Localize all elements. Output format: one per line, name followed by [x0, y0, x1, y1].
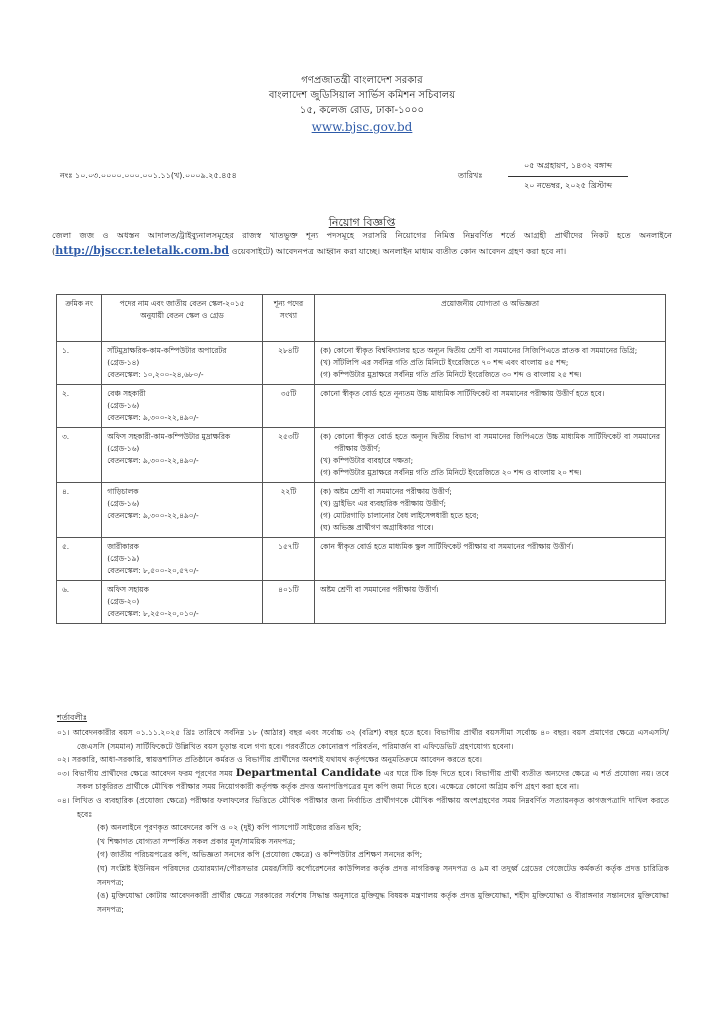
- row-vacancy: ১৫৭টি: [262, 538, 314, 581]
- table-row: [57, 385, 666, 428]
- pay-scale: বেতনস্কেল: ৯,৩০০-২২,৪৯০/-: [107, 413, 199, 422]
- pay-scale: বেতনস্কেল: ৯,৩০০-২২,৪৯০/-: [107, 456, 199, 465]
- date-english: ২০ নভেম্বর, ২০২৫ খ্রিস্টাব্দ: [524, 181, 612, 190]
- row-post: [102, 483, 262, 538]
- term-text: আবেদনকারীর বয়স ০১.১১.২০২৫ খ্রিঃ তারিখে সর্বনিম্ন ১৮ (আঠার) বছর এবং সর্বোচ্চ ৩২ (বত্রিশ) বছর হতে হবে। বিভাগীয় প্রার্থীর বয়সসীমা সর্বোচ্চ ৪০ বছর। বয়স প্রমাণের ক্ষেত্রে এসএসসি/জেএসসি (সমমান) সার্টিফিকেটে উল্লিখিত বয়স চূড়ান্ত বলে গণ্য হবে। পরবর্তীতে কোনোরূপ পরিবর্তন, পরিমার্জন বা এফিডেভিট গ্রহণযোগ্য হবেনা।: [72, 728, 669, 751]
- pay-scale: বেতনস্কেল: ১০,২০০-২৪,৬৮০/-: [107, 370, 204, 379]
- header-vacancy: শূন্য পদের সংখ্যা: [262, 295, 314, 342]
- term-text: সরকারি, আধা-সরকারি, স্বায়ত্তশাসিত প্রতিষ্ঠানে কর্মরত ও বিভাগীয় প্রার্থীদের অবশ্যই যথাযথ কর্তৃপক্ষের অনুমতিক্রমে আবেদন করতে হবে।: [72, 755, 482, 765]
- header-post: পদের নাম এবং জাতীয় বেতন স্কেল-২০১৫ অনুযায়ী বেতন স্কেল ও গ্রেড: [102, 295, 262, 342]
- document-item: (ঙ) মুক্তিযোদ্ধা কোটায় আবেদনকারী প্রার্থীর ক্ষেত্রে সরকারের সর্বশেষ সিদ্ধান্ত অনুসারে মুক্তিযুদ্ধ বিষয়ক মন্ত্রণালয় কর্তৃক প্রদত্ত মুক্তিযোদ্ধা, শহীদ মুক্তিযোদ্ধা ও বীরাঙ্গনার সন্তানদের মুক্তিযোদ্ধা সনদপত্র;: [97, 891, 669, 914]
- qualification-item: (ক) অষ্টম শ্রেণী বা সমমানের পরীক্ষায় উত্তীর্ণ;: [320, 487, 452, 496]
- pay-scale: বেতনস্কেল: ৮,২৫০-২০,০১০/-: [107, 609, 199, 618]
- terms-title: শর্তাবলীঃ: [57, 713, 88, 722]
- table-row: [57, 538, 666, 581]
- term-3: [57, 767, 669, 794]
- terms-list: [57, 726, 669, 916]
- row-post: [102, 428, 262, 483]
- qualification-item: (ক) কোনো স্বীকৃত বোর্ড হতে অন্যূন দ্বিতীয় বিভাগ বা সমমানের জিপিএতে উচ্চ মাধ্যমিক সার্টিফিকেট বা সমমানের পরীক্ষায় উত্তীর্ণ;: [320, 432, 660, 453]
- qualification-item: কোন স্বীকৃত বোর্ড হতে মাধ্যমিক স্কুল সার্টিফিকেট পরীক্ষায় বা সমমানের পরীক্ষায় উত্তীর্ণ।: [320, 542, 574, 551]
- qualification-item: কোনো স্বীকৃত বোর্ড হতে নূন্যতম উচ্চ মাধ্যমিক সার্টিফিকেট বা সমমানের পরীক্ষায় উত্তীর্ণ হতে হবে।: [320, 389, 605, 398]
- term-text-1: বিভাগীয় প্রার্থীদের ক্ষেত্রে আবেদন ফরম পূরণের সময়: [72, 768, 236, 778]
- memo-number: নংঃ ১০.০৩.০০০০.০০০.০০১.১১(খ).০০০৯.২৫.৪৫৪: [60, 171, 237, 180]
- govt-name: গণপ্রজাতন্ত্রী বাংলাদেশ সরকার: [301, 75, 423, 86]
- term-number: ০৩।: [57, 768, 70, 778]
- row-post: [102, 581, 262, 624]
- table-row: [57, 581, 666, 624]
- row-qualification: [315, 385, 666, 428]
- document-item: (ঘ) সংশ্লিষ্ট ইউনিয়ন পরিষদের চেয়ারম্যান/পৌরসভার মেয়র/সিটি কর্পোরেশনের কাউন্সিলর কর্তৃক প্রদত্ত নাগরিকত্ব সনদপত্র ও ৯ম বা তদুর্ধ্ব গ্রেডের গেজেটেড কর্মকর্তা কর্তৃক প্রদত্ত চারিত্রিক সনদপত্র;: [97, 863, 669, 887]
- qualification-item: (খ) কম্পিউটার ব্যবহারে দক্ষতা;: [320, 456, 414, 465]
- date-block: [508, 160, 628, 193]
- row-qualification: [315, 581, 666, 624]
- row-serial: ৬.: [57, 581, 102, 624]
- term-number: ০১।: [57, 728, 70, 737]
- header-serial: ক্রমিক নং: [57, 295, 102, 342]
- vacancy-table: [56, 294, 666, 624]
- post-name: সাঁটমুদ্রাক্ষরিক-কাম-কম্পিউটার অপারেটর: [107, 346, 227, 355]
- qualification-item: অষ্টম শ্রেণী বা সমমানের পরীক্ষায় উত্তীর্ণ।: [320, 585, 439, 594]
- qualification-item: (গ) মোটরগাড়ি চালানোর বৈধ লাইসেন্সধারী হতে হবে;: [320, 511, 479, 520]
- qualification-item: (খ) ড্রাইভিং এর ব্যবহারিক পরীক্ষায় উত্তীর্ণ;: [320, 499, 446, 508]
- row-post: [102, 538, 262, 581]
- required-documents: [57, 821, 669, 916]
- term-number: ০২।: [57, 755, 70, 765]
- header-qualification: প্রয়োজনীয় যোগ্যতা ও অভিজ্ঞতা: [315, 295, 666, 342]
- qualification-item: (ক) কোনো স্বীকৃত বিশ্ববিদ্যালয় হতে অন্যূন দ্বিতীয় শ্রেণী বা সমমানের সিজিপিএতে স্নাতক বা সমমানের ডিগ্রি;: [320, 346, 638, 355]
- office-name: বাংলাদেশ জুডিসিয়াল সার্ভিস কমিশন সচিবালয়: [268, 90, 456, 101]
- intro-text-2: ওয়েবসাইটে) আবেদনপত্র আহ্বান করা যাচ্ছে। অনলাইন মাধ্যম ব্যতীত কোন আবেদন গ্রহণ করা হবে না।: [229, 246, 567, 256]
- date-bangla: ০৫ অগ্রহায়ণ, ১৪৩২ বঙ্গাব্দ: [508, 160, 628, 177]
- post-grade: (গ্রেড-১৬): [107, 444, 140, 453]
- website-link[interactable]: www.bjsc.gov.bd: [311, 120, 413, 134]
- post-grade: (গ্রেড-২০): [107, 597, 140, 606]
- qualification-item: (ঘ) অভিজ্ঞ প্রার্থীগণ অগ্রাধিকার পাবে।: [320, 523, 434, 532]
- post-grade: (গ্রেড-১৪): [107, 358, 140, 367]
- post-name: বেঞ্চ সহকারী: [107, 389, 146, 398]
- row-serial: ২.: [57, 385, 102, 428]
- table-header-row: [57, 295, 666, 342]
- post-name: অফিস সহকারী-কাম-কম্পিউটার মুদ্রাক্ষরিক: [107, 432, 231, 441]
- table-row: [57, 428, 666, 483]
- post-name: গাড়িচালক: [107, 487, 139, 496]
- notice-title: নিয়োগ বিজ্ঞপ্তি: [328, 216, 396, 229]
- row-vacancy: ২২টি: [262, 483, 314, 538]
- post-grade: (গ্রেড-১৬): [107, 499, 140, 508]
- table-row: [57, 483, 666, 538]
- term-2: [57, 753, 669, 767]
- qualification-item: (গ) কম্পিউটার মুদ্রাক্ষরে সর্বনিম্ন গতি প্রতি মিনিটে ইংরেজিতে ৩০ শব্দ ও বাংলায় ২৫ শব্দ।: [320, 370, 582, 379]
- row-serial: ৩.: [57, 428, 102, 483]
- office-address: ১৫, কলেজ রোড, ঢাকা-১০০০: [299, 105, 425, 116]
- row-post: [102, 342, 262, 385]
- term-text: লিখিত ও ব্যবহারিক (প্রযোজ্য ক্ষেত্রে) পরীক্ষার ফলাফলের ভিত্তিতে মৌখিক পরীক্ষার জন্য নির্বাচিত প্রার্থীগণকে মৌখিক পরীক্ষায় অংশগ্রহণের সময় নিম্নবর্ণিত সত্যায়নকৃত কাগজপত্রাদি দাখিল করতে হবেঃ: [72, 795, 669, 819]
- application-link[interactable]: http://bjsccr.teletalk.com.bd: [55, 244, 230, 257]
- row-qualification: [315, 483, 666, 538]
- row-qualification: [315, 342, 666, 385]
- table-row: [57, 342, 666, 385]
- date-label: তারিখঃ: [458, 171, 483, 180]
- row-vacancy: ৩৫টি: [262, 385, 314, 428]
- pay-scale: বেতনস্কেল: ৮,৫০০-২০,৫৭০/-: [107, 566, 199, 575]
- post-grade: (গ্রেড-১৬): [107, 401, 140, 410]
- row-serial: ৪.: [57, 483, 102, 538]
- departmental-candidate: Departmental Candidate: [235, 766, 382, 779]
- term-number: ০৪।: [57, 795, 70, 805]
- row-vacancy: ২৫৩টি: [262, 428, 314, 483]
- row-vacancy: ২৮৪টি: [262, 342, 314, 385]
- row-vacancy: ৪০১টি: [262, 581, 314, 624]
- row-serial: ৫.: [57, 538, 102, 581]
- row-post: [102, 385, 262, 428]
- row-qualification: [315, 538, 666, 581]
- intro-text-1: জেলা জজ ও অধস্তন আদালত/ট্রাইব্যুনালসমূহের রাজস্ব খাতভুক্ত শূন্য পদসমূহে সরাসরি নিয়োগের নিমিত্ত নিম্নবর্ণিত শর্তে আগ্রহী প্রার্থীদের নিকট হতে অনলাইনে (: [52, 230, 672, 256]
- letterhead: [0, 73, 724, 136]
- row-qualification: [315, 428, 666, 483]
- term-4: [57, 794, 669, 821]
- term-text-2: এর ঘরে টিক চিহ্ন দিতে হবে। বিভাগীয় প্রার্থী ব্যতীত অন্যদের ক্ষেত্রে এ শর্ত প্রযোজ্য নয়। তবে সকল চাকুরিরত প্রার্থীকে মৌখিক পরীক্ষার সময় নিয়োগকারী কর্তৃপক্ষ কর্তৃক প্রদত্ত অনাপত্তিপত্রের মূল কপি জমা দিতে হবে। এক্ষেত্রে কোনো অগ্রিম কপি গ্রহণ করা হবে না।: [77, 768, 670, 792]
- pay-scale: বেতনস্কেল: ৯,৩০০-২২,৪৯০/-: [107, 511, 199, 520]
- document-item: (খ শিক্ষাগত যোগ্যতা সম্পর্কিত সকল প্রকার মূল/সাময়িক সনদপত্র;: [97, 836, 296, 846]
- qualification-item: (খ) সাঁটলিপি এর সর্বনিম্ন গতি প্রতি মিনিটে ইংরেজিতে ৭০ শব্দ এবং বাংলায় ৪৫ শব্দ;: [320, 358, 569, 367]
- intro-paragraph: [52, 227, 672, 259]
- post-name: অফিস সহায়ক: [107, 585, 149, 594]
- row-serial: ১.: [57, 342, 102, 385]
- term-1: [57, 726, 669, 753]
- document-item: (ক) অনলাইনে পূরণকৃত আবেদনের কপি ও ০২ (দুই) কপি পাসপোর্ট সাইজের রঙিন ছবি;: [97, 823, 362, 833]
- document-item: (গ) জাতীয় পরিচয়পত্রের কপি, অভিজ্ঞতা সনদের কপি (প্রযোজ্য ক্ষেত্রে) ও কম্পিউটার প্রশিক্ষণ সনদের কপি;: [97, 850, 423, 860]
- post-grade: (গ্রেড-১৯): [107, 554, 140, 563]
- post-name: জারীকারক: [107, 542, 139, 551]
- qualification-item: (গ) কম্পিউটার মুদ্রাক্ষরে সর্বনিম্ন গতি প্রতি মিনিটে ইংরেজিতে ২০ শব্দ ও বাংলায় ২০ শব্দ।: [320, 468, 582, 477]
